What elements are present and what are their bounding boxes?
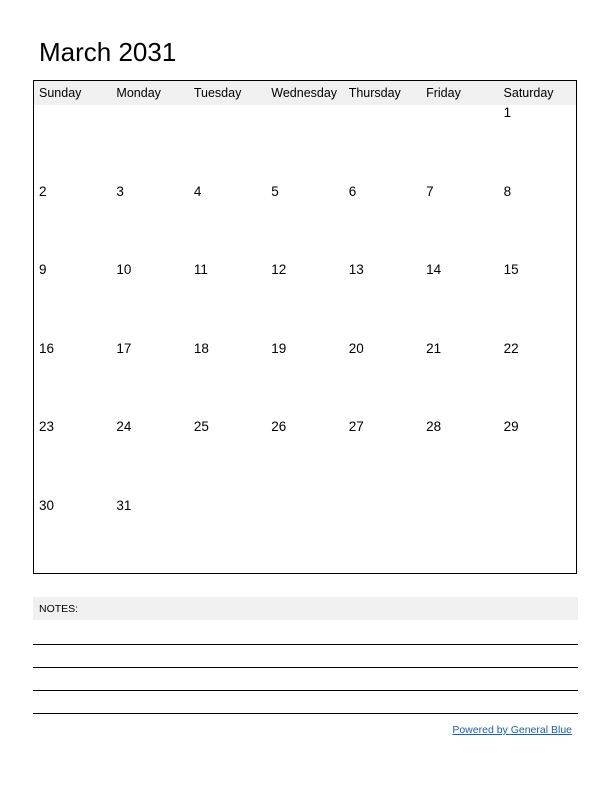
day-number: 5 xyxy=(271,183,279,199)
powered-by-link[interactable]: Powered by General Blue xyxy=(452,724,572,736)
day-cell xyxy=(421,498,498,577)
day-cell xyxy=(344,341,421,420)
day-cell xyxy=(111,184,188,263)
day-number: 8 xyxy=(503,183,512,199)
day-number: 4 xyxy=(193,183,202,199)
notes-label: NOTES: xyxy=(39,603,79,615)
day-cell xyxy=(344,498,421,577)
day-number: 29 xyxy=(503,419,519,435)
weekday-header xyxy=(34,81,576,105)
day-cell xyxy=(189,105,266,184)
day-cell xyxy=(111,105,188,184)
day-cell xyxy=(421,419,498,498)
day-number: 9 xyxy=(39,262,47,278)
weekday-label: Monday xyxy=(116,86,161,100)
day-cell xyxy=(111,498,188,577)
day-cell xyxy=(34,105,111,184)
calendar-grid xyxy=(33,80,577,574)
day-cell xyxy=(499,419,576,498)
day-cell xyxy=(344,262,421,341)
day-number: 30 xyxy=(39,497,55,513)
day-number: 21 xyxy=(426,340,442,356)
day-cell xyxy=(189,341,266,420)
day-cell xyxy=(421,341,498,420)
weekday-label: Sunday xyxy=(39,86,82,100)
day-number: 2 xyxy=(39,183,47,199)
day-cell xyxy=(499,184,576,263)
day-cell xyxy=(421,184,498,263)
day-number: 16 xyxy=(39,340,55,356)
day-number: 15 xyxy=(503,262,519,278)
day-cell xyxy=(344,105,421,184)
day-cell xyxy=(34,341,111,420)
day-cell xyxy=(34,184,111,263)
day-cell xyxy=(111,419,188,498)
day-number: 23 xyxy=(39,419,55,435)
weekday-label: Tuesday xyxy=(193,86,242,100)
day-cell xyxy=(421,105,498,184)
day-cell xyxy=(189,419,266,498)
day-number: 27 xyxy=(348,419,364,435)
weekday-label: Wednesday xyxy=(271,86,338,100)
day-cell xyxy=(34,262,111,341)
day-cell xyxy=(499,498,576,577)
weekday-label: Thursday xyxy=(348,86,401,100)
day-number: 1 xyxy=(503,105,512,120)
day-cell xyxy=(266,262,343,341)
day-number: 6 xyxy=(348,183,357,199)
day-cell xyxy=(499,262,576,341)
day-cell xyxy=(344,184,421,263)
weekday-label: Saturday xyxy=(503,86,554,100)
day-number: 10 xyxy=(116,262,132,278)
day-cell xyxy=(266,105,343,184)
day-number: 12 xyxy=(271,262,287,278)
day-cell xyxy=(344,419,421,498)
day-cell xyxy=(111,262,188,341)
day-number: 22 xyxy=(503,340,519,356)
day-number: 11 xyxy=(193,262,208,278)
day-number: 31 xyxy=(116,497,132,513)
day-cell xyxy=(189,184,266,263)
day-cell xyxy=(266,184,343,263)
day-cell xyxy=(34,419,111,498)
day-number: 13 xyxy=(348,262,364,278)
day-number: 17 xyxy=(116,340,132,356)
day-cell xyxy=(34,498,111,577)
day-cell xyxy=(266,341,343,420)
day-number: 28 xyxy=(426,419,442,435)
day-cells xyxy=(34,105,576,577)
day-number: 3 xyxy=(116,183,124,199)
day-number: 14 xyxy=(426,262,442,278)
day-number: 26 xyxy=(271,419,287,435)
day-cell xyxy=(266,498,343,577)
day-number: 25 xyxy=(193,419,209,435)
day-cell xyxy=(189,498,266,577)
day-cell xyxy=(499,105,576,184)
notes-header xyxy=(33,597,578,620)
day-number: 24 xyxy=(116,419,132,435)
page-title: March 2031 xyxy=(39,37,177,67)
day-number: 19 xyxy=(271,340,287,356)
day-cell xyxy=(421,262,498,341)
day-number: 7 xyxy=(426,183,434,199)
day-cell xyxy=(111,341,188,420)
day-number: 20 xyxy=(348,340,364,356)
day-cell xyxy=(499,341,576,420)
day-number: 18 xyxy=(193,340,209,356)
note-line xyxy=(33,667,578,668)
day-cell xyxy=(189,262,266,341)
day-cell xyxy=(266,419,343,498)
note-line xyxy=(33,713,578,714)
note-line xyxy=(33,644,578,645)
note-line xyxy=(33,690,578,691)
weekday-label: Friday xyxy=(426,86,461,100)
